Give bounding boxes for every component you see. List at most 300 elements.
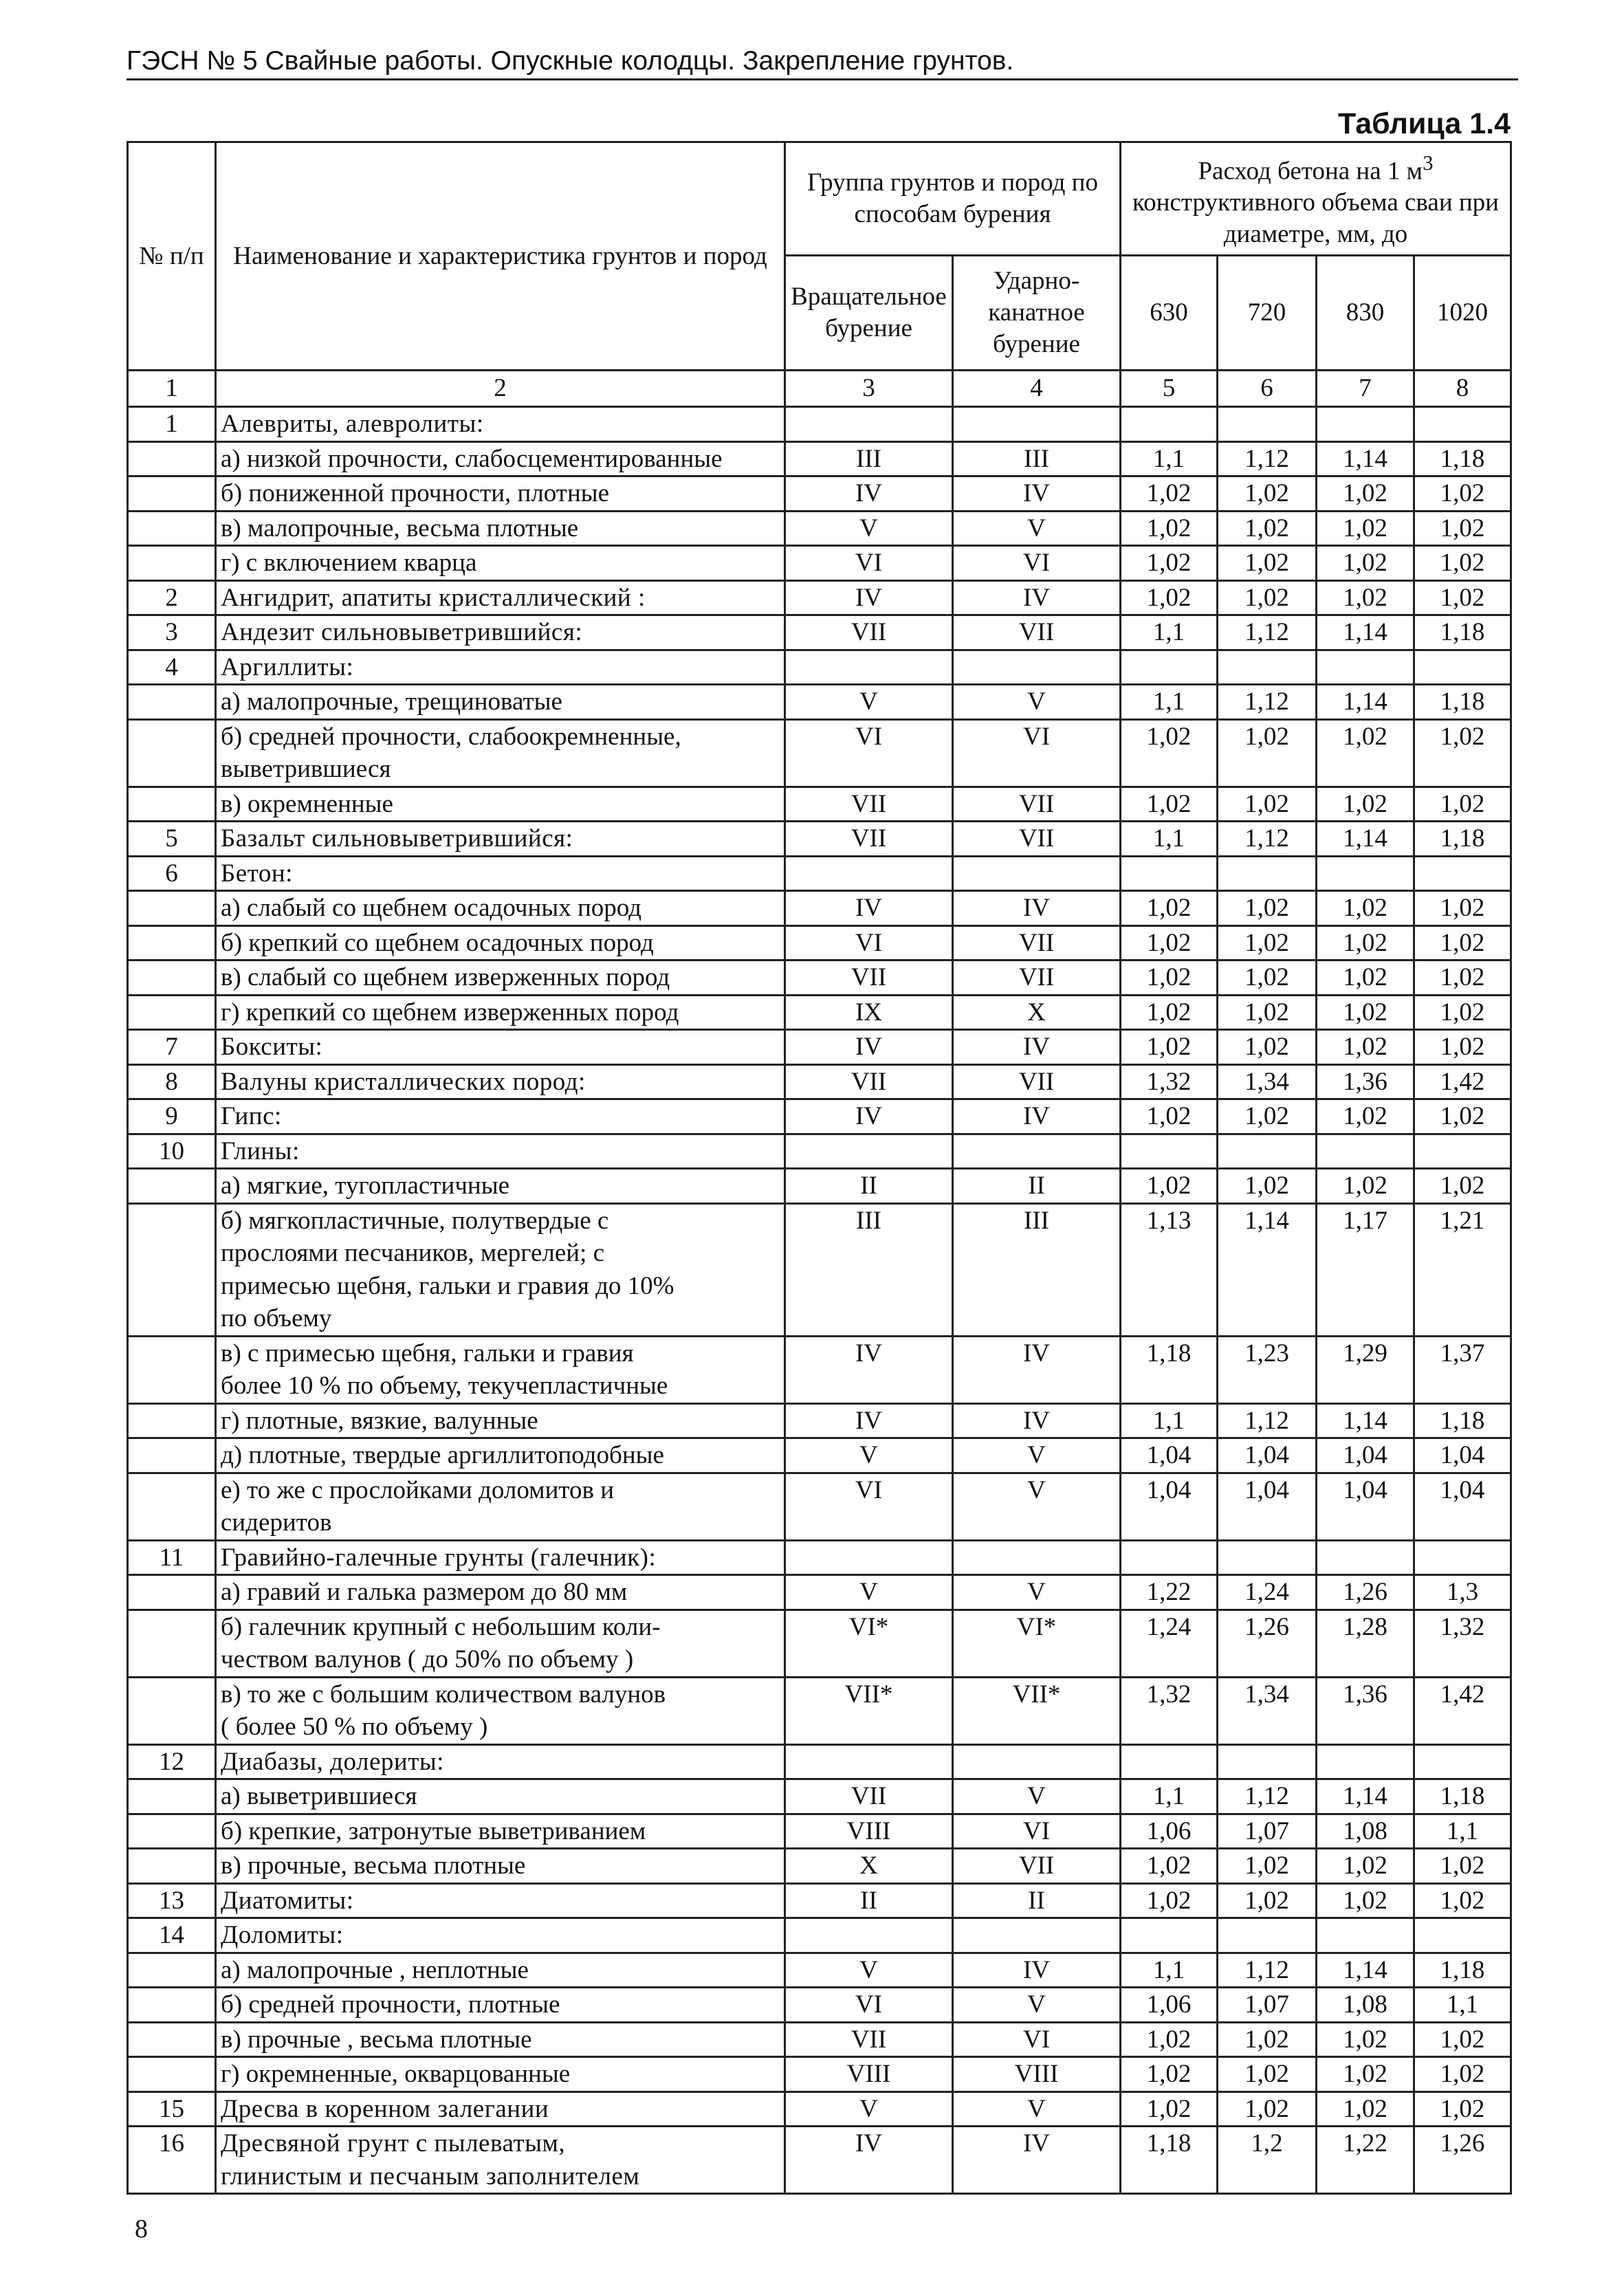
category-row [128, 1134, 1511, 1169]
consumption-1020: 1,02 [1414, 580, 1511, 615]
column-number: 5 [1121, 371, 1218, 407]
row-number [128, 1849, 216, 1884]
percussive-group: VII [953, 925, 1121, 960]
category-row [128, 2127, 1511, 2194]
table-row [128, 685, 1511, 720]
consumption-830: 1,02 [1317, 2022, 1414, 2057]
table-row [128, 1473, 1511, 1540]
consumption-720 [1218, 1540, 1317, 1575]
table-row [128, 2022, 1511, 2057]
consumption-630: 1,06 [1121, 1814, 1218, 1849]
consumption-1020: 1,1 [1414, 1988, 1511, 2023]
rotary-group [785, 407, 953, 442]
rotary-group: V [785, 1575, 953, 1610]
name-line: в) то же с большим количеством валунов [221, 1680, 666, 1709]
percussive-group [953, 650, 1121, 685]
row-number [128, 1473, 216, 1540]
consumption-720: 1,34 [1218, 1064, 1317, 1099]
category-row [128, 2091, 1511, 2127]
rotary-group [785, 1744, 953, 1779]
percussive-group: VII [953, 1849, 1121, 1884]
rotary-group [785, 1918, 953, 1953]
table-row [128, 1336, 1511, 1403]
soil-subtype-name [216, 2022, 785, 2057]
consumption-830: 1,14 [1317, 822, 1414, 857]
name-line: Аргиллиты: [221, 652, 354, 681]
percussive-group: IV [953, 1030, 1121, 1065]
row-number [128, 891, 216, 926]
consumption-720 [1218, 1134, 1317, 1169]
table-row [128, 1849, 1511, 1884]
consumption-830: 1,02 [1317, 511, 1414, 546]
consumption-720: 1,02 [1218, 891, 1317, 926]
name-line: а) малопрочные, трещиноватые [221, 688, 562, 716]
percussive-group: VII [953, 822, 1121, 857]
consumption-720: 1,12 [1218, 1953, 1317, 1988]
soil-subtype-name [216, 1336, 785, 1403]
consumption-1020: 1,1 [1414, 1814, 1511, 1849]
soil-category-name [216, 1030, 785, 1065]
percussive-group: II [953, 1169, 1121, 1204]
consumption-830: 1,02 [1317, 960, 1414, 996]
soil-category-name [216, 822, 785, 857]
consumption-830: 1,02 [1317, 787, 1414, 822]
consumption-1020 [1414, 1918, 1511, 1953]
row-number: 14 [128, 1918, 216, 1953]
consumption-830 [1317, 1744, 1414, 1779]
name-line: Гипс: [221, 1102, 282, 1131]
soil-subtype-name [216, 685, 785, 720]
soil-subtype-name [216, 1575, 785, 1610]
consumption-1020: 1,18 [1414, 615, 1511, 650]
percussive-group: V [953, 1575, 1121, 1610]
rotary-group: V [785, 1438, 953, 1473]
percussive-group: IV [953, 1403, 1121, 1438]
rotary-group: VII [785, 615, 953, 650]
table-row [128, 1677, 1511, 1744]
consumption-630 [1121, 856, 1218, 891]
name-line: Алевриты, алевролиты: [221, 410, 484, 439]
name-line: Доломиты: [221, 1921, 344, 1950]
consumption-630: 1,02 [1121, 546, 1218, 581]
consumption-1020: 1,02 [1414, 1169, 1511, 1204]
soil-subtype-name [216, 1677, 785, 1744]
percussive-group: IV [953, 580, 1121, 615]
consumption-630 [1121, 1744, 1218, 1779]
consumption-720 [1218, 1918, 1317, 1953]
consumption-1020: 1,37 [1414, 1336, 1511, 1403]
soil-category-name [216, 1918, 785, 1953]
consumption-630: 1,32 [1121, 1064, 1218, 1099]
name-line: Базальт сильновыветрившийся: [221, 824, 573, 853]
row-number [128, 1988, 216, 2023]
name-line: в) слабый со щебнем изверженных пород [221, 963, 670, 992]
consumption-630: 1,02 [1121, 1099, 1218, 1134]
consumption-1020: 1,04 [1414, 1473, 1511, 1540]
consumption-630: 1,02 [1121, 2022, 1218, 2057]
table-row [128, 1169, 1511, 1204]
consumption-630: 1,02 [1121, 511, 1218, 546]
soil-subtype-name [216, 1403, 785, 1438]
name-line: более 10 % по объему, текучепластичные [221, 1372, 668, 1401]
consumption-830: 1,02 [1317, 2091, 1414, 2127]
soil-category-name [216, 615, 785, 650]
percussive-group: IV [953, 476, 1121, 512]
consumption-830: 1,02 [1317, 719, 1414, 787]
table-caption: Таблица 1.4 [1338, 107, 1511, 140]
row-number [128, 2057, 216, 2092]
consumption-830: 1,02 [1317, 546, 1414, 581]
row-number [128, 925, 216, 960]
table-row [128, 925, 1511, 960]
name-line: а) мягкие, тугопластичные [221, 1172, 510, 1200]
name-line: г) крепкий со щебнем изверженных пород [221, 998, 679, 1026]
percussive-group: IV [953, 2127, 1121, 2194]
soil-category-name [216, 650, 785, 685]
percussive-group: V [953, 2091, 1121, 2127]
row-number [128, 476, 216, 512]
name-line: а) слабый со щебнем осадочных пород [221, 894, 641, 923]
column-number-row [128, 371, 1511, 407]
row-number: 6 [128, 856, 216, 891]
name-line: б) крепкий со щебнем осадочных пород [221, 928, 654, 957]
consumption-720: 1,04 [1218, 1473, 1317, 1540]
consumption-720: 1,12 [1218, 441, 1317, 476]
consumption-830: 1,02 [1317, 1883, 1414, 1918]
percussive-group: V [953, 685, 1121, 720]
rotary-group: VIII [785, 2057, 953, 2092]
consumption-630: 1,13 [1121, 1203, 1218, 1336]
category-row [128, 1883, 1511, 1918]
consumption-630: 1,02 [1121, 995, 1218, 1030]
consumption-720: 1,02 [1218, 995, 1317, 1030]
consumption-720: 1,26 [1218, 1610, 1317, 1677]
consumption-630: 1,1 [1121, 615, 1218, 650]
consumption-830: 1,02 [1317, 995, 1414, 1030]
category-row [128, 1099, 1511, 1134]
row-number [128, 719, 216, 787]
consumption-720: 1,02 [1218, 1883, 1317, 1918]
row-number [128, 685, 216, 720]
rotary-group: VI [785, 1988, 953, 2023]
soil-category-name [216, 1540, 785, 1575]
row-number [128, 960, 216, 996]
soil-subtype-name [216, 1169, 785, 1204]
consumption-1020: 1,42 [1414, 1064, 1511, 1099]
row-number: 9 [128, 1099, 216, 1134]
rotary-group: IV [785, 2127, 953, 2194]
percussive-group: VI [953, 546, 1121, 581]
row-number [128, 1677, 216, 1744]
name-line: в) прочные , весьма плотные [221, 2025, 532, 2054]
table-row [128, 1575, 1511, 1610]
consumption-720 [1218, 650, 1317, 685]
consumption-720: 1,02 [1218, 2022, 1317, 2057]
table-row [128, 1988, 1511, 2023]
soil-concrete-table [127, 141, 1512, 2195]
consumption-630: 1,1 [1121, 1403, 1218, 1438]
table-row [128, 719, 1511, 787]
consumption-1020: 1,02 [1414, 511, 1511, 546]
rotary-group: IV [785, 891, 953, 926]
name-line: а) низкой прочности, слабосцементированные [221, 444, 723, 473]
name-line: а) гравий и галька размером до 80 мм [221, 1578, 628, 1607]
consumption-720: 1,02 [1218, 1169, 1317, 1204]
consumption-830: 1,29 [1317, 1336, 1414, 1403]
row-number: 16 [128, 2127, 216, 2194]
consumption-830: 1,04 [1317, 1473, 1414, 1540]
soil-subtype-name [216, 891, 785, 926]
table-row [128, 1203, 1511, 1336]
row-number [128, 1438, 216, 1473]
consumption-1020: 1,02 [1414, 1099, 1511, 1134]
consumption-830: 1,02 [1317, 891, 1414, 926]
table-row [128, 546, 1511, 581]
row-number: 1 [128, 407, 216, 442]
row-number [128, 1779, 216, 1814]
name-line: в) малопрочные, весьма плотные [221, 514, 579, 542]
consumption-830 [1317, 1134, 1414, 1169]
consumption-720: 1,02 [1218, 787, 1317, 822]
row-number [128, 2022, 216, 2057]
consumption-630: 1,02 [1121, 787, 1218, 822]
name-line: б) средней прочности, слабоокремненные, [221, 722, 681, 751]
table-row [128, 891, 1511, 926]
soil-category-name [216, 1064, 785, 1099]
consumption-1020: 1,02 [1414, 2057, 1511, 2092]
name-line: е) то же с прослойками доломитов и [221, 1475, 615, 1504]
soil-subtype-name [216, 787, 785, 822]
table-row [128, 787, 1511, 822]
consumption-630: 1,02 [1121, 891, 1218, 926]
consumption-720 [1218, 407, 1317, 442]
consumption-720: 1,02 [1218, 580, 1317, 615]
consumption-1020: 1,02 [1414, 476, 1511, 512]
category-row [128, 650, 1511, 685]
rotary-group: V [785, 685, 953, 720]
rotary-group: VII [785, 787, 953, 822]
consumption-630: 1,18 [1121, 2127, 1218, 2194]
soil-subtype-name [216, 476, 785, 512]
consumption-1020: 1,3 [1414, 1575, 1511, 1610]
consumption-630: 1,02 [1121, 1883, 1218, 1918]
consumption-1020: 1,02 [1414, 891, 1511, 926]
consumption-630: 1,02 [1121, 1169, 1218, 1204]
column-number: 6 [1218, 371, 1317, 407]
consumption-720: 1,07 [1218, 1988, 1317, 2023]
col-header-group: Группа грунтов и пород по способам бурения [785, 142, 1121, 256]
row-number [128, 1403, 216, 1438]
consumption-830: 1,02 [1317, 1849, 1414, 1884]
consumption-720: 1,02 [1218, 546, 1317, 581]
consumption-1020: 1,02 [1414, 1030, 1511, 1065]
consumption-1020: 1,26 [1414, 2127, 1511, 2194]
name-line: г) окремненные, окварцованные [221, 2060, 571, 2089]
name-line: примесью щебня, гальки и гравия до 10% [221, 1271, 674, 1300]
consumption-830 [1317, 856, 1414, 891]
category-row [128, 407, 1511, 442]
consumption-1020: 1,02 [1414, 925, 1511, 960]
rotary-group: VII [785, 2022, 953, 2057]
table-row [128, 995, 1511, 1030]
rotary-group: VI [785, 1473, 953, 1540]
consumption-830: 1,08 [1317, 1814, 1414, 1849]
percussive-group: II [953, 1883, 1121, 1918]
consumption-630: 1,02 [1121, 1030, 1218, 1065]
category-row [128, 1064, 1511, 1099]
rotary-group: V [785, 1953, 953, 1988]
row-number [128, 1814, 216, 1849]
consumption-830: 1,14 [1317, 441, 1414, 476]
rotary-group [785, 1540, 953, 1575]
name-line: ( более 50 % по объему ) [221, 1713, 488, 1742]
soil-subtype-name [216, 546, 785, 581]
row-number [128, 1610, 216, 1677]
percussive-group: V [953, 1438, 1121, 1473]
percussive-group: X [953, 995, 1121, 1030]
consumption-1020: 1,02 [1414, 2022, 1511, 2057]
row-number [128, 787, 216, 822]
rotary-group: IV [785, 1336, 953, 1403]
column-number: 4 [953, 371, 1121, 407]
rotary-group: VI [785, 546, 953, 581]
consumption-720: 1,02 [1218, 1099, 1317, 1134]
percussive-group: VI [953, 1814, 1121, 1849]
percussive-group: VII [953, 615, 1121, 650]
name-line: б) пониженной прочности, плотные [221, 479, 610, 508]
column-number: 8 [1414, 371, 1511, 407]
percussive-group: IV [953, 1336, 1121, 1403]
consumption-1020: 1,18 [1414, 1403, 1511, 1438]
name-line: б) крепкие, затронутые выветриванием [221, 1816, 646, 1845]
percussive-group [953, 1744, 1121, 1779]
name-line: сидеритов [221, 1508, 332, 1537]
consumption-720: 1,07 [1218, 1814, 1317, 1849]
col-header-consumption: Расход бетона на 1 $м^3$ конструктивного объема сваи при диаметре, мм, до [1121, 142, 1511, 256]
category-row [128, 615, 1511, 650]
name-line: Диабазы, долериты: [221, 1747, 445, 1776]
percussive-group: VII [953, 787, 1121, 822]
percussive-group: IV [953, 891, 1121, 926]
soil-subtype-name [216, 441, 785, 476]
consumption-720: 1,12 [1218, 615, 1317, 650]
consumption-830: 1,14 [1317, 685, 1414, 720]
name-line: Глины: [221, 1136, 300, 1165]
percussive-group: IV [953, 1953, 1121, 1988]
col-header-percussive: Ударно-канатное бурение [953, 256, 1121, 371]
percussive-group: V [953, 1988, 1121, 2023]
consumption-1020 [1414, 856, 1511, 891]
table-row [128, 476, 1511, 512]
table-row [128, 1403, 1511, 1438]
consumption-720 [1218, 1744, 1317, 1779]
rotary-group: III [785, 1203, 953, 1336]
percussive-group: III [953, 441, 1121, 476]
percussive-group [953, 1134, 1121, 1169]
rotary-group: VIII [785, 1814, 953, 1849]
consumption-1020 [1414, 1134, 1511, 1169]
consumption-830: 1,36 [1317, 1677, 1414, 1744]
consumption-720: 1,02 [1218, 1030, 1317, 1065]
rotary-group: II [785, 1883, 953, 1918]
consumption-720: 1,02 [1218, 960, 1317, 996]
row-number [128, 546, 216, 581]
name-line: Дресвяной грунт с пылеватым, [221, 2129, 566, 2158]
percussive-group [953, 856, 1121, 891]
consumption-720: 1,12 [1218, 822, 1317, 857]
consumption-720 [1218, 856, 1317, 891]
consumption-630 [1121, 650, 1218, 685]
consumption-720: 1,02 [1218, 1849, 1317, 1884]
soil-category-name [216, 1134, 785, 1169]
row-number [128, 1169, 216, 1204]
consumption-1020: 1,18 [1414, 1779, 1511, 1814]
rotary-group: VII [785, 822, 953, 857]
rotary-group: IX [785, 995, 953, 1030]
row-number [128, 1203, 216, 1336]
consumption-720: 1,12 [1218, 685, 1317, 720]
consumption-830: 1,14 [1317, 1953, 1414, 1988]
rotary-group: V [785, 2091, 953, 2127]
name-line: Бетон: [221, 859, 293, 888]
column-number: 3 [785, 371, 953, 407]
name-line: Диатомиты: [221, 1886, 354, 1915]
consumption-720: 1,04 [1218, 1438, 1317, 1473]
col-header-d1020: 1020 [1414, 256, 1511, 371]
rotary-group: VII [785, 1779, 953, 1814]
col-header-d630: 630 [1121, 256, 1218, 371]
consumption-1020: 1,02 [1414, 719, 1511, 787]
percussive-group: VIII [953, 2057, 1121, 2092]
consumption-630: 1,02 [1121, 1849, 1218, 1884]
rotary-group [785, 856, 953, 891]
consumption-630: 1,04 [1121, 1473, 1218, 1540]
consumption-830 [1317, 407, 1414, 442]
consumption-630: 1,02 [1121, 476, 1218, 512]
soil-subtype-name [216, 1203, 785, 1336]
consumption-630: 1,22 [1121, 1575, 1218, 1610]
row-number [128, 1575, 216, 1610]
rotary-group: VI [785, 925, 953, 960]
row-number [128, 441, 216, 476]
consumption-720: 1,02 [1218, 925, 1317, 960]
rotary-group: IV [785, 1030, 953, 1065]
name-line: Валуны кристаллических пород: [221, 1067, 586, 1096]
consumption-630 [1121, 1134, 1218, 1169]
soil-category-name [216, 2127, 785, 2194]
soil-subtype-name [216, 1953, 785, 1988]
rotary-group: VI [785, 719, 953, 787]
consumption-720: 1,12 [1218, 1779, 1317, 1814]
column-number: 7 [1317, 371, 1414, 407]
row-number: 2 [128, 580, 216, 615]
consumption-830: 1,36 [1317, 1064, 1414, 1099]
consumption-830: 1,02 [1317, 2057, 1414, 2092]
consumption-1020: 1,02 [1414, 787, 1511, 822]
row-number [128, 995, 216, 1030]
rotary-group: II [785, 1169, 953, 1204]
rotary-group: III [785, 441, 953, 476]
category-row [128, 1918, 1511, 1953]
consumption-1020: 1,18 [1414, 685, 1511, 720]
row-number: 7 [128, 1030, 216, 1065]
consumption-630 [1121, 1540, 1218, 1575]
row-number: 3 [128, 615, 216, 650]
name-line: в) прочные, весьма плотные [221, 1852, 526, 1880]
soil-category-name [216, 856, 785, 891]
consumption-830: 1,02 [1317, 1030, 1414, 1065]
consumption-720: 1,2 [1218, 2127, 1317, 2194]
